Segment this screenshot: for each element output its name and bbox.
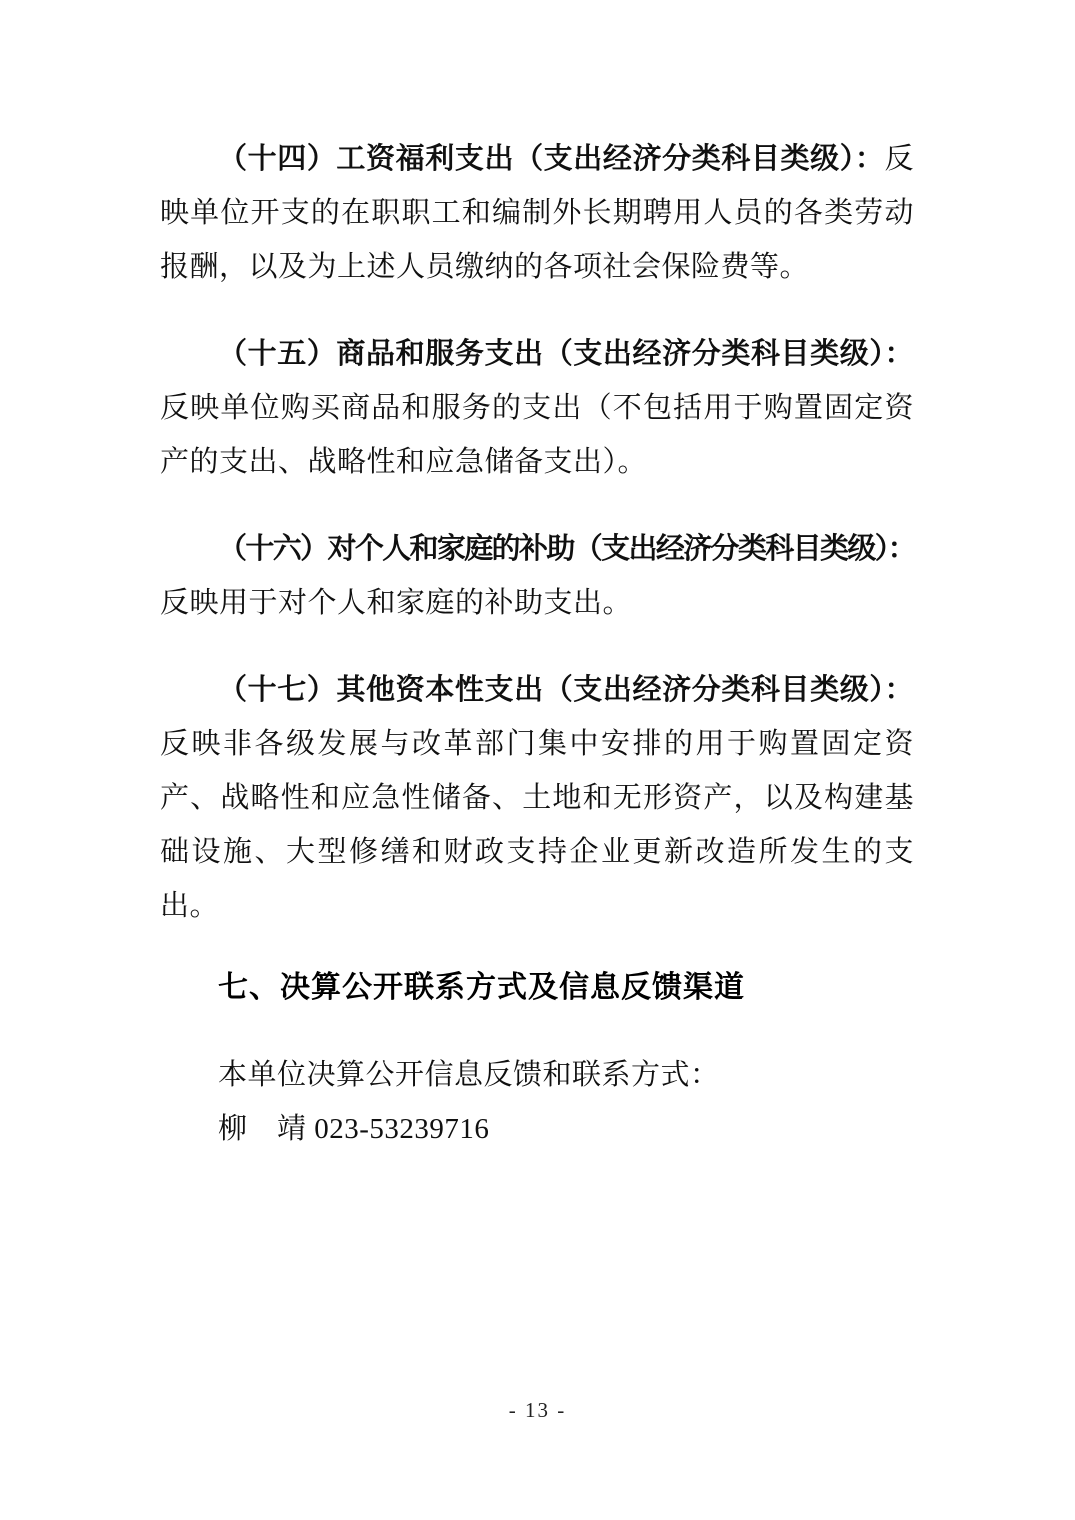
- paragraph-17-body: 反映非各级发展与改革部门集中安排的用于购置固定资产、战略性和应急性储备、土地和无形资产，以及构建基础设施、大型修缮和财政支持企业更新改造所发生的支出。: [160, 728, 914, 922]
- paragraph-17: [160, 663, 914, 933]
- contact-intro: 本单位决算公开信息反馈和联系方式：: [218, 1059, 720, 1091]
- paragraph-17-heading: （十七）其他资本性支出（支出经济分类科目类级）：: [218, 674, 914, 706]
- paragraph-16-heading: （十六）对个人和家庭的补助（支出经济分类科目类级）：: [218, 533, 914, 565]
- page-number: - 13 -: [508, 1398, 567, 1422]
- contact-line: 柳 靖 023-53239716: [218, 1113, 490, 1145]
- paragraph-14-heading: （十四）工资福利支出（支出经济分类科目类级）：: [218, 143, 885, 175]
- paragraph-15: [160, 327, 914, 489]
- paragraph-16-body: 反映用于对个人和家庭的补助支出。: [160, 587, 633, 619]
- section-heading-7: 七、决算公开联系方式及信息反馈渠道: [218, 971, 745, 1004]
- paragraph-15-heading: （十五）商品和服务支出（支出经济分类科目类级）：: [218, 338, 914, 370]
- paragraph-14: [160, 132, 914, 294]
- paragraph-15-body: 反映单位购买商品和服务的支出（不包括用于购置固定资产的支出、战略性和应急储备支出）。: [160, 392, 914, 478]
- paragraph-16: [160, 522, 914, 630]
- paragraph-14-body: 反映单位开支的在职职工和编制外长期聘用人员的各类劳动报酬，以及为上述人员缴纳的各项社会保险费等。: [160, 143, 914, 283]
- document-content: [160, 132, 914, 1156]
